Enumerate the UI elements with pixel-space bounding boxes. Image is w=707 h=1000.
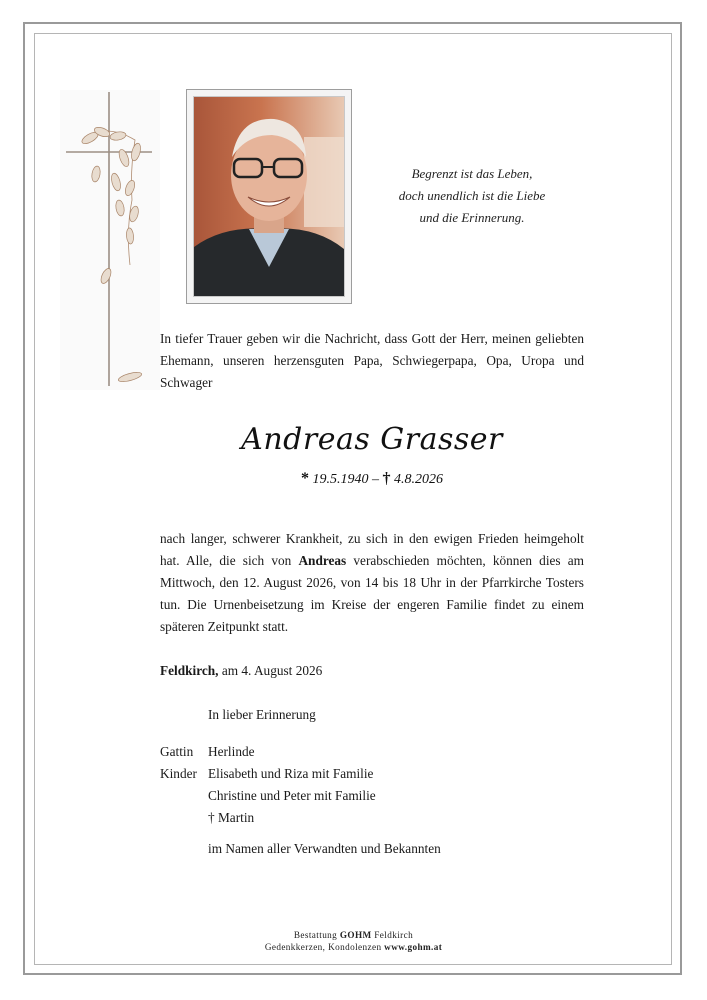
family-name: Herlinde xyxy=(208,744,255,759)
portrait-photo xyxy=(193,96,345,297)
main-text-part2: verabschieden möchten, können dies am Mittwoch, den 12. August 2026, von 14 bis 18 Uhr in der Pfarrkirche Tosters tun. Die Urnenbeisetzung im Kreise der engeren Familie findet zu einem späteren Zeitpunkt statt. xyxy=(160,553,584,634)
birth-date: 19.5.1940 xyxy=(312,472,369,487)
family-list xyxy=(160,741,376,829)
family-name: Christine und Peter mit Familie xyxy=(208,788,376,803)
deceased-name: Andreas Grasser xyxy=(241,422,503,457)
footer-line-1 xyxy=(0,929,707,941)
quote-line: doch unendlich ist die Liebe xyxy=(398,188,546,203)
quote-line: und die Erinnerung. xyxy=(419,210,525,225)
main-text-name: Andreas xyxy=(298,553,347,568)
family-label xyxy=(160,785,208,807)
main-text-part1: nach langer, schwerer Krankheit, zu sich in den ewigen Frieden heimgeholt hat. Alle, die sich von xyxy=(160,531,584,568)
family-name: † Martin xyxy=(208,810,255,825)
portrait-frame xyxy=(186,89,352,304)
footer-line-2 xyxy=(0,941,707,953)
footer-link[interactable]: www.gohm.at xyxy=(384,942,443,952)
family-label: Gattin xyxy=(160,744,194,759)
closing-text: im Namen aller Verwandten und Bekannten xyxy=(208,841,441,856)
main-text xyxy=(160,528,584,638)
birth-star-icon: * xyxy=(301,470,309,487)
place-date-text: am 4. August 2026 xyxy=(218,663,323,678)
memory-title: In lieber Erinnerung xyxy=(208,707,316,722)
footer-post: Feldkirch xyxy=(371,930,414,940)
memorial-quote xyxy=(380,163,564,229)
list-item xyxy=(160,741,376,763)
family-name: Elisabeth und Riza mit Familie xyxy=(208,766,374,781)
date-separator: – xyxy=(372,472,379,487)
list-item xyxy=(160,807,376,829)
family-label: Kinder xyxy=(160,766,197,781)
list-item xyxy=(160,763,376,785)
footer-brand: GOHM xyxy=(339,930,372,940)
life-dates xyxy=(160,470,584,488)
intro-text: In tiefer Trauer geben wir die Nachricht, dass Gott der Herr, meinen geliebten Ehemann, unseren herzensguten Papa, Schwiegerpapa, Opa, Uropa und Schwager xyxy=(160,331,584,390)
place-date xyxy=(160,663,322,679)
death-date: 4.8.2026 xyxy=(394,472,443,487)
list-item xyxy=(160,785,376,807)
footer-pre: Bestattung xyxy=(293,930,340,940)
footer-pre: Gedenkkerzen, Kondolenzen xyxy=(264,942,385,952)
footer xyxy=(0,929,707,953)
quote-line: Begrenzt ist das Leben, xyxy=(411,166,533,181)
cross-with-leaves-icon xyxy=(60,90,160,390)
place-city: Feldkirch, xyxy=(160,663,219,678)
death-cross-icon: † xyxy=(382,470,391,487)
family-label xyxy=(160,807,208,829)
